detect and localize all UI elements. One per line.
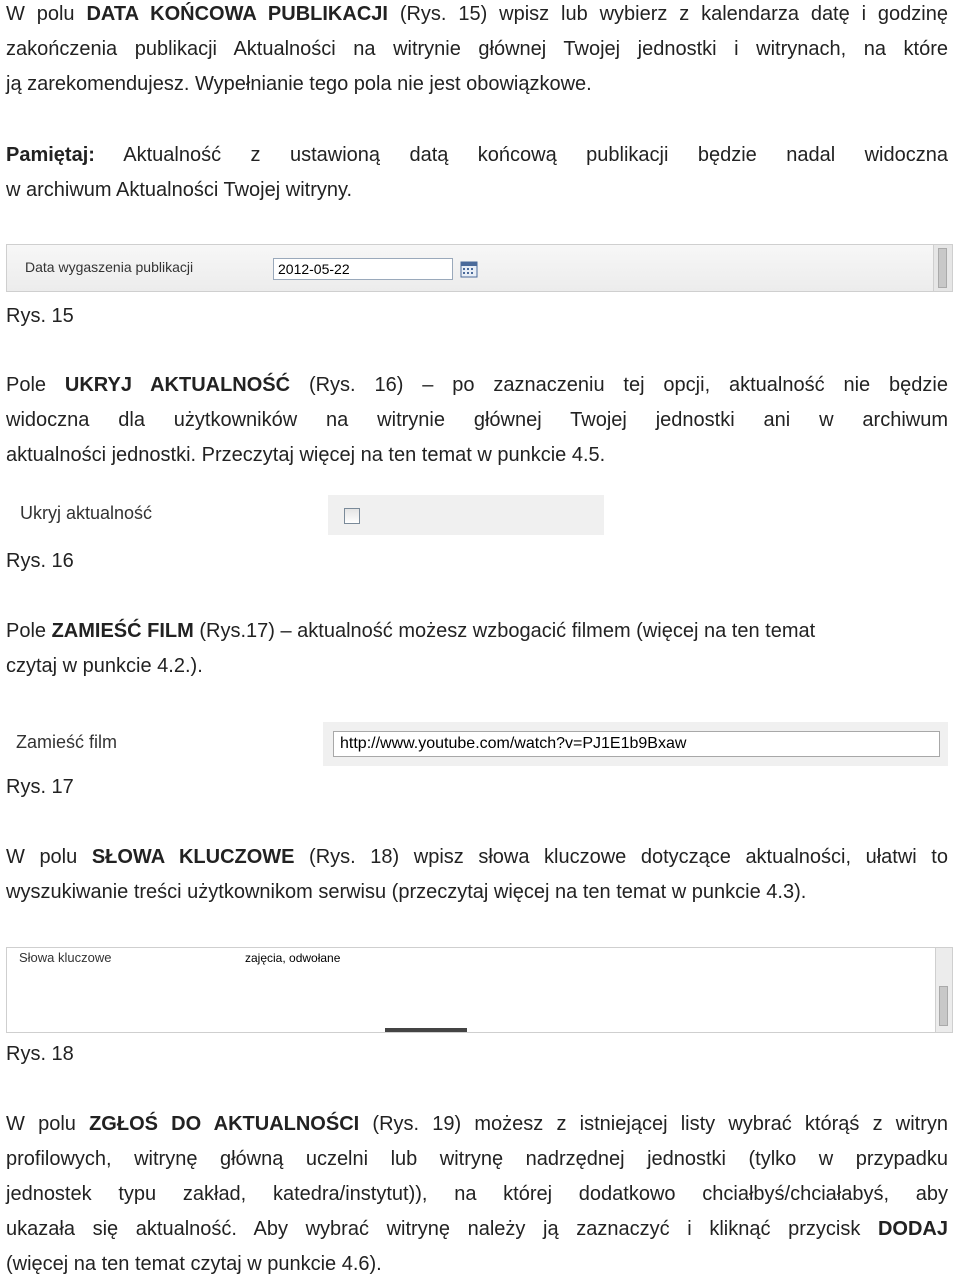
bold-term: DODAJ: [877, 1218, 948, 1240]
paragraph-submit-news: [6, 1107, 948, 1282]
paragraph-line: jednostek typu zakład, katedra/instytut)), na której dodatkowo chciałbyś/chciałabyś, aby: [6, 1183, 948, 1205]
paragraph-line: (więcej na ten temat czytaj w punkcie 4.6).: [6, 1253, 382, 1275]
text: (Rys. 15) wpisz lub wybierz z kalendarza datę i godzinę: [387, 3, 948, 25]
text: (Rys.17) – aktualność możesz wzbogacić filmem (więcej na ten temat: [193, 620, 816, 642]
bold-term: UKRYJ AKTUALNOŚĆ: [64, 374, 291, 396]
paragraph-line: ją zarekomendujesz. Wypełnianie tego pola nie jest obowiązkowe.: [6, 73, 592, 95]
text: Pole: [6, 620, 52, 642]
paragraph-line: zakończenia publikacji Aktualności na witrynie głównej Twojej jednostki i witrynach, na które: [6, 38, 948, 60]
scrollbar-thumb[interactable]: [939, 986, 948, 1026]
figure-end-date-field: [6, 244, 953, 292]
end-date-input[interactable]: 2012-05-22: [273, 258, 453, 280]
calendar-icon[interactable]: [460, 260, 478, 278]
text: W polu: [6, 3, 87, 25]
hide-news-label: Ukryj aktualność: [20, 503, 153, 523]
paragraph-line: aktualności jednostki. Przeczytaj więcej na ten temat w punkcie 4.5.: [6, 444, 606, 466]
end-date-label: Data wygaszenia publikacji: [25, 259, 194, 275]
bold-term: SŁOWA KLUCZOWE: [91, 846, 295, 868]
paragraph-line: [6, 138, 948, 173]
text: ukazała się aktualność. Aby wybrać witrynę należy ją zaznaczyć i kliknąć przycisk: [6, 1218, 878, 1240]
paragraph-line: [6, 840, 948, 875]
paragraph-line: profilowych, witrynę główną uczelni lub witrynę nadrzędnej jednostki (tylko w przypadku: [6, 1148, 948, 1170]
hide-news-checkbox[interactable]: [344, 508, 360, 524]
paragraph-line: wyszukiwanie treści użytkownikom serwisu (przeczytaj więcej na ten temat w punkcie 4.3).: [6, 881, 807, 903]
paragraph-line: [6, 1212, 948, 1247]
figure-caption: Rys. 16: [6, 550, 74, 572]
figure-caption: Rys. 15: [6, 305, 74, 327]
paragraph-line: [6, 1107, 948, 1142]
text: W polu: [6, 1113, 90, 1135]
figure-caption: Rys. 17: [6, 776, 74, 798]
paragraph-keywords: [6, 840, 948, 910]
paragraph-line: w archiwum Aktualności Twojej witryny.: [6, 179, 353, 201]
scrollbar[interactable]: [935, 948, 952, 1032]
text: (Rys. 18) wpisz słowa kluczowe dotyczące aktualności, ułatwi to: [294, 846, 948, 868]
keywords-label: Słowa kluczowe: [19, 950, 112, 965]
paragraph-line: [6, 368, 948, 403]
embed-film-label: Zamieść film: [16, 732, 118, 752]
bold-term: Pamiętaj:: [6, 144, 95, 166]
paragraph-line: [6, 0, 948, 32]
input-area: [323, 722, 948, 766]
paragraph-line: widoczna dla użytkowników na witrynie głównej Twojej jednostki ani w archiwum: [6, 409, 948, 431]
text: (Rys. 19) możesz z istniejącej listy wybrać którąś z witryn: [359, 1113, 948, 1135]
keywords-textarea[interactable]: zajęcia, odwołane: [245, 951, 341, 965]
scrollbar[interactable]: [933, 245, 952, 291]
figure-keywords-field: [6, 947, 953, 1033]
paragraph-line: czytaj w punkcie 4.2.).: [6, 655, 203, 677]
film-url-input[interactable]: http://www.youtube.com/watch?v=PJ1E1b9Bxaw: [333, 731, 940, 757]
paragraph-line: [6, 614, 948, 649]
paragraph-embed-film: [6, 614, 948, 684]
text: W polu: [6, 846, 92, 868]
bold-term: ZGŁOŚ DO AKTUALNOŚCI: [89, 1113, 360, 1135]
text: (Rys. 16) – po zaznaczeniu tej opcji, aktualność nie będzie: [290, 374, 948, 396]
resize-handle[interactable]: [385, 1028, 467, 1032]
paragraph-hide-news: [6, 368, 948, 473]
text: Pole: [6, 374, 65, 396]
scrollbar-thumb[interactable]: [938, 248, 947, 288]
checkbox-area: [328, 495, 604, 535]
figure-caption: Rys. 18: [6, 1043, 74, 1065]
figure-embed-film-field: [10, 722, 948, 766]
figure-hide-news-field: [18, 493, 604, 537]
paragraph-end-date: [6, 0, 948, 102]
text: Aktualność z ustawioną datą końcową publikacji będzie nadal widoczna: [94, 144, 948, 166]
paragraph-remember: [6, 138, 948, 208]
bold-term: ZAMIEŚĆ FILM: [51, 620, 194, 642]
bold-term: DATA KOŃCOWA PUBLIKACJI: [86, 3, 388, 25]
